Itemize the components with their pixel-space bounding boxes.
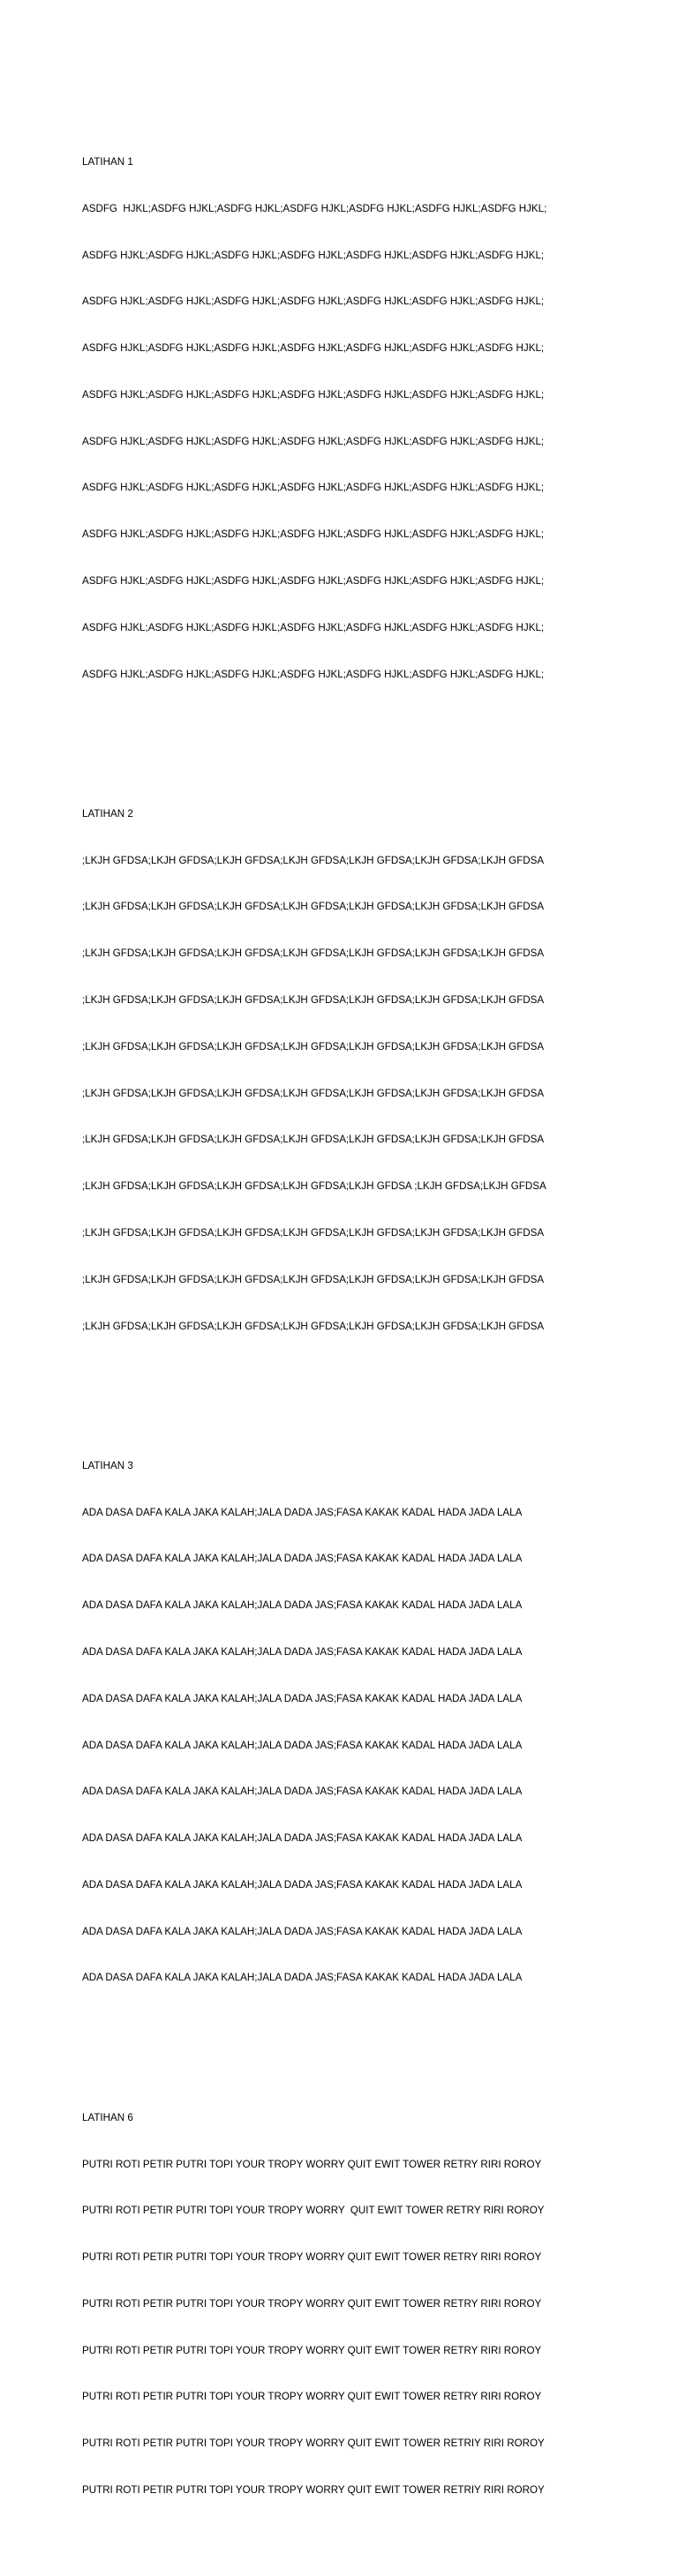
text-line: ADA DASA DAFA KALA JAKA KALAH;JALA DADA JAS;FASA KAKAK KADAL HADA JADA LALA bbox=[82, 1786, 523, 1798]
text-line: ASDFG HJKL;ASDFG HJKL;ASDFG HJKL;ASDFG HJKL;ASDFG HJKL;ASDFG HJKL;ASDFG HJKL; bbox=[82, 668, 545, 680]
text-line: PUTRI ROTI PETIR PUTRI TOPI YOUR TROPY WORRY QUIT EWIT TOWER RETRY RIRI ROROY bbox=[82, 2251, 542, 2264]
text-line: PUTRI ROTI PETIR PUTRI TOPI YOUR TROPY WORRY QUIT EWIT TOWER RETRIY RIRI ROROY bbox=[82, 2437, 545, 2450]
text-line: ADA DASA DAFA KALA JAKA KALAH;JALA DADA JAS;FASA KAKAK KADAL HADA JADA LALA bbox=[82, 1599, 523, 1612]
text-line: ADA DASA DAFA KALA JAKA KALAH;JALA DADA JAS;FASA KAKAK KADAL HADA JADA LALA bbox=[82, 1692, 523, 1704]
text-line: ADA DASA DAFA KALA JAKA KALAH;JALA DADA JAS;FASA KAKAK KADAL HADA JADA LALA bbox=[82, 1878, 523, 1891]
text-line: ADA DASA DAFA KALA JAKA KALAH;JALA DADA JAS;FASA KAKAK KADAL HADA JADA LALA bbox=[82, 1506, 523, 1518]
text-line: PUTRI ROTI PETIR PUTRI TOPI YOUR TROPY WORRY QUIT EWIT TOWER RETRY RIRI ROROY bbox=[82, 2391, 542, 2403]
text-line: ASDFG HJKL;ASDFG HJKL;ASDFG HJKL;ASDFG HJKL;ASDFG HJKL;ASDFG HJKL;ASDFG HJKL; bbox=[82, 575, 545, 587]
section-latihan-6 bbox=[82, 2079, 576, 2529]
section-title: LATIHAN 1 bbox=[82, 155, 133, 168]
text-line: ASDFG HJKL;ASDFG HJKL;ASDFG HJKL;ASDFG HJKL;ASDFG HJKL;ASDFG HJKL;ASDFG HJKL; bbox=[82, 482, 545, 494]
text-line: ASDFG HJKL;ASDFG HJKL;ASDFG HJKL;ASDFG HJKL;ASDFG HJKL;ASDFG HJKL;ASDFG HJKL; bbox=[82, 528, 545, 541]
section-title: LATIHAN 2 bbox=[82, 807, 133, 820]
section-title: LATIHAN 3 bbox=[82, 1459, 133, 1471]
text-line: ASDFG HJKL;ASDFG HJKL;ASDFG HJKL;ASDFG HJKL;ASDFG HJKL;ASDFG HJKL;ASDFG HJKL; bbox=[82, 296, 545, 308]
text-line: ASDFG HJKL;ASDFG HJKL;ASDFG HJKL;ASDFG HJKL;ASDFG HJKL;ASDFG HJKL;ASDFG HJKL; bbox=[82, 388, 545, 401]
section-latihan-2 bbox=[82, 775, 576, 1366]
text-line: PUTRI ROTI PETIR PUTRI TOPI YOUR TROPY WORRY QUIT EWIT TOWER RETRY RIRI ROROY bbox=[82, 2158, 542, 2170]
text-line: ADA DASA DAFA KALA JAKA KALAH;JALA DADA JAS;FASA KAKAK KADAL HADA JADA LALA bbox=[82, 1553, 523, 1565]
section-latihan-1 bbox=[82, 124, 576, 714]
text-line: ASDFG HJKL;ASDFG HJKL;ASDFG HJKL;ASDFG HJKL;ASDFG HJKL;ASDFG HJKL;ASDFG HJKL; bbox=[82, 202, 547, 214]
text-line: ;LKJH GFDSA;LKJH GFDSA;LKJH GFDSA;LKJH GFDSA;LKJH GFDSA ;LKJH GFDSA;LKJH GFDSA bbox=[82, 1180, 546, 1193]
text-line: ;LKJH GFDSA;LKJH GFDSA;LKJH GFDSA;LKJH GFDSA;LKJH GFDSA;LKJH GFDSA;LKJH GFDSA bbox=[82, 1087, 545, 1099]
text-line: ADA DASA DAFA KALA JAKA KALAH;JALA DADA JAS;FASA KAKAK KADAL HADA JADA LALA bbox=[82, 1739, 523, 1751]
text-line: ADA DASA DAFA KALA JAKA KALAH;JALA DADA JAS;FASA KAKAK KADAL HADA JADA LALA bbox=[82, 1972, 523, 1984]
text-line: ;LKJH GFDSA;LKJH GFDSA;LKJH GFDSA;LKJH GFDSA;LKJH GFDSA;LKJH GFDSA;LKJH GFDSA bbox=[82, 901, 545, 913]
text-line: PUTRI ROTI PETIR PUTRI TOPI YOUR TROPY WORRY QUIT EWIT TOWER RETRY RIRI ROROY bbox=[82, 2205, 545, 2217]
text-line: ADA DASA DAFA KALA JAKA KALAH;JALA DADA JAS;FASA KAKAK KADAL HADA JADA LALA bbox=[82, 1832, 523, 1845]
text-line: ASDFG HJKL;ASDFG HJKL;ASDFG HJKL;ASDFG HJKL;ASDFG HJKL;ASDFG HJKL;ASDFG HJKL; bbox=[82, 249, 545, 261]
text-line: ASDFG HJKL;ASDFG HJKL;ASDFG HJKL;ASDFG HJKL;ASDFG HJKL;ASDFG HJKL;ASDFG HJKL; bbox=[82, 621, 545, 633]
document-body bbox=[82, 77, 576, 2576]
text-line: PUTRI ROTI PETIR PUTRI TOPI YOUR TROPY WORRY QUIT EWIT TOWER RETRIY RIRI ROROY bbox=[82, 2484, 545, 2497]
text-line: PUTRI ROTI PETIR PUTRI TOPI YOUR TROPY WORRY QUIT EWIT TOWER RETRY RIRI ROROY bbox=[82, 2297, 542, 2310]
text-line: ADA DASA DAFA KALA JAKA KALAH;JALA DADA JAS;FASA KAKAK KADAL HADA JADA LALA bbox=[82, 1645, 523, 1658]
text-line: ;LKJH GFDSA;LKJH GFDSA;LKJH GFDSA;LKJH GFDSA;LKJH GFDSA;LKJH GFDSA;LKJH GFDSA bbox=[82, 1273, 545, 1285]
text-line: PUTRI ROTI PETIR PUTRI TOPI YOUR TROPY WORRY QUIT EWIT TOWER RETRY RIRI ROROY bbox=[82, 2344, 542, 2356]
text-line: ADA DASA DAFA KALA JAKA KALAH;JALA DADA JAS;FASA KAKAK KADAL HADA JADA LALA bbox=[82, 1925, 523, 1937]
text-line: ;LKJH GFDSA;LKJH GFDSA;LKJH GFDSA;LKJH GFDSA;LKJH GFDSA;LKJH GFDSA;LKJH GFDSA bbox=[82, 1320, 545, 1332]
section-latihan-3 bbox=[82, 1427, 576, 2018]
text-line: ;LKJH GFDSA;LKJH GFDSA;LKJH GFDSA;LKJH GFDSA;LKJH GFDSA;LKJH GFDSA;LKJH GFDSA bbox=[82, 854, 545, 866]
text-line: ;LKJH GFDSA;LKJH GFDSA;LKJH GFDSA;LKJH GFDSA;LKJH GFDSA;LKJH GFDSA;LKJH GFDSA bbox=[82, 994, 545, 1007]
text-line: ;LKJH GFDSA;LKJH GFDSA;LKJH GFDSA;LKJH GFDSA;LKJH GFDSA;LKJH GFDSA;LKJH GFDSA bbox=[82, 1134, 545, 1146]
text-line: ;LKJH GFDSA;LKJH GFDSA;LKJH GFDSA;LKJH GFDSA;LKJH GFDSA;LKJH GFDSA;LKJH GFDSA bbox=[82, 1226, 545, 1239]
text-line: ASDFG HJKL;ASDFG HJKL;ASDFG HJKL;ASDFG HJKL;ASDFG HJKL;ASDFG HJKL;ASDFG HJKL; bbox=[82, 342, 545, 355]
text-line: ;LKJH GFDSA;LKJH GFDSA;LKJH GFDSA;LKJH GFDSA;LKJH GFDSA;LKJH GFDSA;LKJH GFDSA bbox=[82, 947, 545, 960]
section-title: LATIHAN 6 bbox=[82, 2111, 133, 2123]
text-line: ASDFG HJKL;ASDFG HJKL;ASDFG HJKL;ASDFG HJKL;ASDFG HJKL;ASDFG HJKL;ASDFG HJKL; bbox=[82, 435, 545, 447]
text-line: ;LKJH GFDSA;LKJH GFDSA;LKJH GFDSA;LKJH GFDSA;LKJH GFDSA;LKJH GFDSA;LKJH GFDSA bbox=[82, 1040, 545, 1052]
